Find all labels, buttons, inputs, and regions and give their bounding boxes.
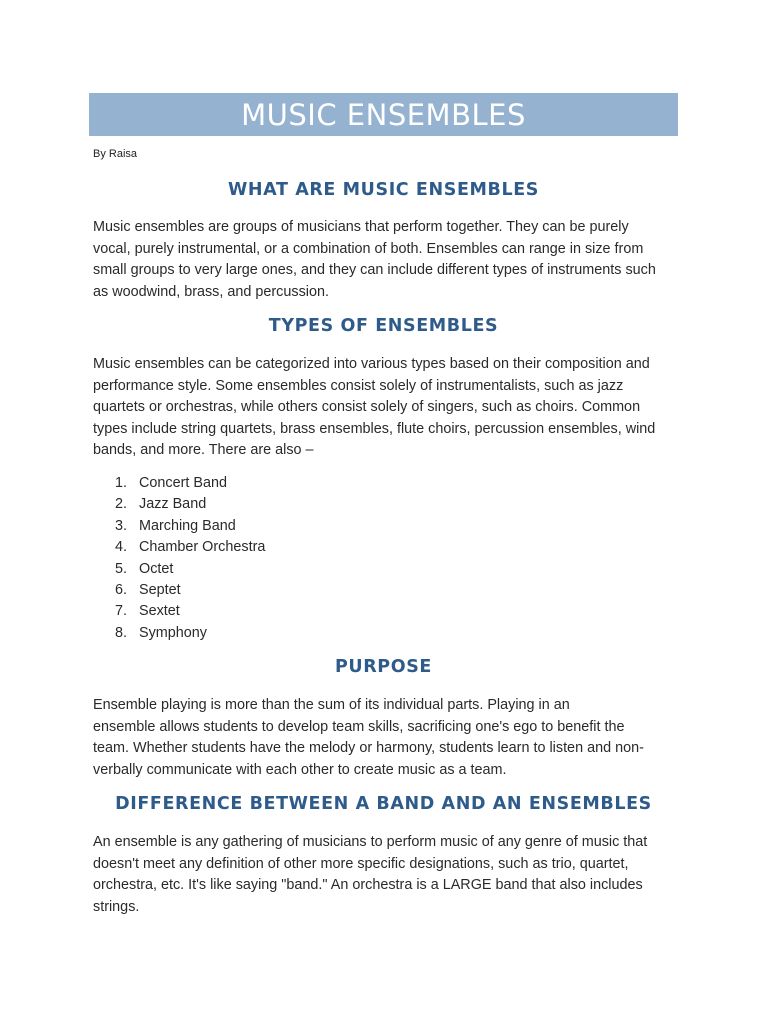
list-number: 2.: [115, 496, 128, 513]
paragraph-line: verbally communicate with each other to create music as a team.: [93, 761, 507, 778]
list-item-text: Sextet: [139, 603, 180, 620]
list-item: [115, 473, 265, 494]
section-heading-what-are: WHAT ARE MUSIC ENSEMBLES: [228, 180, 539, 200]
paragraph-line: Music ensembles can be categorized into various types based on their composition and: [93, 356, 650, 372]
list-item-text: Concert Band: [139, 475, 227, 491]
list-item: [115, 580, 265, 601]
list-item: [115, 623, 265, 644]
list-item-text: Octet: [139, 560, 174, 577]
list-item-text: Chamber Orchestra: [139, 539, 266, 556]
section-heading-types: TYPES OF ENSEMBLES: [268, 316, 499, 336]
paragraph-line: orchestra, etc. It's like saying "band." An orchestra is a LARGE band that also includes: [93, 877, 643, 893]
paragraph-line: as woodwind, brass, and percussion.: [93, 283, 329, 300]
list-item-text: Symphony: [139, 624, 207, 641]
list-number: 1.: [115, 475, 128, 491]
section-heading-purpose: PURPOSE: [335, 657, 432, 677]
list-number: 8.: [115, 624, 128, 641]
section-paragraph-types: [93, 354, 678, 462]
list-item-text: Septet: [139, 582, 181, 599]
paragraph-line: bands, and more. There are also –: [93, 442, 314, 458]
list-number: 5.: [115, 560, 128, 577]
paragraph-line: strings.: [93, 898, 140, 915]
paragraph-line: types include string quartets, brass ensembles, flute choirs, percussion ensembles, wind: [93, 420, 656, 437]
section-paragraph-difference: [93, 832, 678, 918]
paragraph-line: vocal, purely instrumental, or a combination of both. Ensembles can range in size from: [93, 240, 644, 257]
list-number: 7.: [115, 603, 128, 620]
section-heading-difference: DIFFERENCE BETWEEN A BAND AND AN ENSEMBLES: [115, 794, 652, 814]
list-item-text: Marching Band: [139, 517, 236, 534]
document-title: MUSIC ENSEMBLES: [241, 97, 526, 132]
paragraph-line: performance style. Some ensembles consist solely of instrumentalists, such as jazz: [93, 377, 624, 394]
list-item: [115, 516, 265, 537]
list-number: 3.: [115, 517, 128, 534]
list-item: [115, 601, 265, 622]
author-byline: By Raisa: [93, 148, 138, 160]
section-paragraph-purpose: [93, 695, 678, 781]
paragraph-line: Ensemble playing is more than the sum of its individual parts. Playing in an: [93, 697, 570, 713]
list-item: [115, 494, 265, 515]
list-item: [115, 559, 265, 580]
list-number: 6.: [115, 582, 128, 599]
paragraph-line: small groups to very large ones, and they can include different types of instruments such: [93, 262, 656, 278]
paragraph-line: ensemble allows students to develop team skills, sacrificing one's ego to benefit the: [93, 718, 625, 735]
title-banner: [89, 93, 678, 136]
paragraph-line: An ensemble is any gathering of musicians to perform music of any genre of music that: [93, 834, 648, 850]
paragraph-line: quartets or orchestras, while others consist solely of singers, such as choirs. Common: [93, 399, 641, 415]
ensemble-types-list: [115, 473, 265, 644]
list-item-text: Jazz Band: [139, 496, 207, 513]
list-number: 4.: [115, 539, 128, 556]
section-paragraph-what-are: [93, 217, 678, 303]
paragraph-line: doesn't meet any definition of other more specific designations, such as trio, quartet,: [93, 855, 629, 872]
list-item: [115, 537, 265, 558]
paragraph-line: team. Whether students have the melody or harmony, students learn to listen and non-: [93, 740, 644, 756]
paragraph-line: Music ensembles are groups of musicians that perform together. They can be purely: [93, 219, 629, 235]
